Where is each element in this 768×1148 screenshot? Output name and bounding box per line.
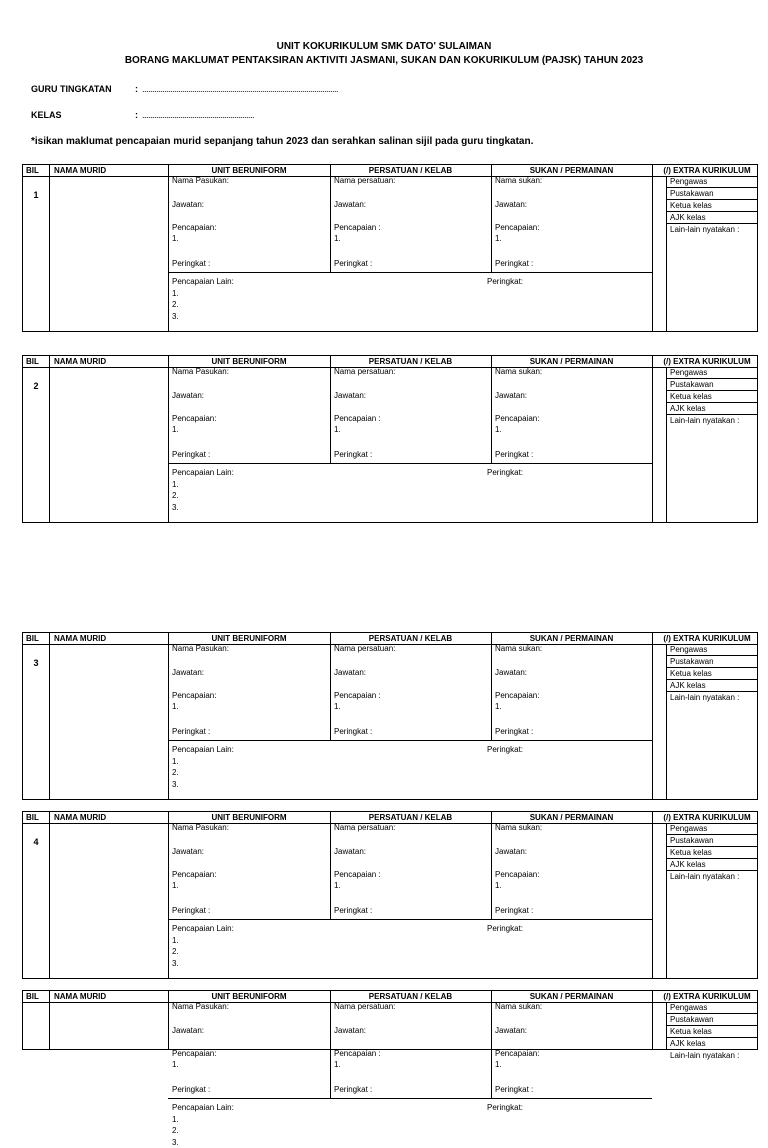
extra-item-pustakawan[interactable]: Pustakawan xyxy=(666,188,757,200)
pencapaian-unit-label: Pencapaian: xyxy=(172,1049,217,1058)
jawatan-unit-label: Jawatan: xyxy=(172,200,205,209)
header-unit-beruniform: UNIT BERUNIFORM xyxy=(211,634,287,643)
peringkat-lain-label: Peringkat: xyxy=(487,745,524,754)
header-bil: BIL xyxy=(26,634,39,643)
lain-item-3: 3. xyxy=(172,959,179,968)
peringkat-persatuan-label: Peringkat : xyxy=(334,1085,373,1094)
pencapaian-sukan-label: Pencapaian: xyxy=(495,414,540,423)
header-bil: BIL xyxy=(26,357,39,366)
peringkat-unit-label: Peringkat : xyxy=(172,450,211,459)
form-title: UNIT KOKURIKULUM SMK DATO' SULAIMAN xyxy=(276,41,492,52)
extra-item-pustakawan[interactable]: Pustakawan xyxy=(666,1014,757,1026)
extra-item-ajk-kelas[interactable]: AJK kelas xyxy=(666,1038,757,1050)
nama-pasukan-label: Nama Pasukan: xyxy=(172,367,229,376)
pencapaian-lain-label: Pencapaian Lain: xyxy=(172,277,234,286)
peringkat-sukan-label: Peringkat : xyxy=(495,259,534,268)
extra-item-ajk-kelas[interactable]: AJK kelas xyxy=(666,403,757,415)
header-sukan-permainan: SUKAN / PERMAINAN xyxy=(529,357,614,366)
peringkat-sukan-label: Peringkat : xyxy=(495,906,534,915)
header-extra-kurikulum: (/) EXTRA KURIKULUM xyxy=(663,166,751,175)
bil-number: 3 xyxy=(33,658,39,668)
header-nama-murid: NAMA MURID xyxy=(54,166,107,175)
extra-kurikulum-list xyxy=(666,1002,757,1062)
nama-pasukan-label: Nama Pasukan: xyxy=(172,823,229,832)
student-block-2 xyxy=(22,355,758,523)
header-bil: BIL xyxy=(26,813,39,822)
header-nama-murid: NAMA MURID xyxy=(54,357,107,366)
header-extra-kurikulum: (/) EXTRA KURIKULUM xyxy=(663,992,751,1001)
extra-item-pustakawan[interactable]: Pustakawan xyxy=(666,379,757,391)
header-persatuan-kelab: PERSATUAN / KELAB xyxy=(368,357,453,366)
lain-item-2: 2. xyxy=(172,491,179,500)
nama-sukan-label: Nama sukan: xyxy=(495,367,543,376)
header-bil: BIL xyxy=(26,992,39,1001)
extra-kurikulum-list xyxy=(666,367,757,427)
pencapaian-persatuan-label: Pencapaian : xyxy=(334,223,381,232)
jawatan-persatuan-label: Jawatan: xyxy=(334,1026,367,1035)
lain-item-2: 2. xyxy=(172,300,179,309)
peringkat-sukan-label: Peringkat : xyxy=(495,727,534,736)
lain-item-2: 2. xyxy=(172,1126,179,1135)
lain-item-1: 1. xyxy=(172,289,179,298)
jawatan-sukan-label: Jawatan: xyxy=(495,668,528,677)
extra-item-ajk-kelas[interactable]: AJK kelas xyxy=(666,680,757,692)
peringkat-persatuan-label: Peringkat : xyxy=(334,906,373,915)
extra-kurikulum-list xyxy=(666,176,757,236)
header-unit-beruniform: UNIT BERUNIFORM xyxy=(211,992,287,1001)
extra-item-ketua-kelas[interactable]: Ketua kelas xyxy=(666,200,757,212)
jawatan-sukan-label: Jawatan: xyxy=(495,391,528,400)
jawatan-unit-label: Jawatan: xyxy=(172,1026,205,1035)
bil-number: 1 xyxy=(33,190,39,200)
extra-item-ketua-kelas[interactable]: Ketua kelas xyxy=(666,1026,757,1038)
peringkat-lain-label: Peringkat: xyxy=(487,277,524,286)
pencapaian-lain-label: Pencapaian Lain: xyxy=(172,468,234,477)
nama-pasukan-label: Nama Pasukan: xyxy=(172,176,229,185)
jawatan-sukan-label: Jawatan: xyxy=(495,200,528,209)
pencapaian-sukan-item: 1. xyxy=(495,702,502,711)
peringkat-unit-label: Peringkat : xyxy=(172,1085,211,1094)
header-bil: BIL xyxy=(26,166,39,175)
jawatan-unit-label: Jawatan: xyxy=(172,847,205,856)
jawatan-persatuan-label: Jawatan: xyxy=(334,668,367,677)
pencapaian-persatuan-label: Pencapaian : xyxy=(334,870,381,879)
lain-item-2: 2. xyxy=(172,768,179,777)
jawatan-sukan-label: Jawatan: xyxy=(495,1026,528,1035)
jawatan-unit-label: Jawatan: xyxy=(172,391,205,400)
pencapaian-unit-label: Pencapaian: xyxy=(172,223,217,232)
peringkat-persatuan-label: Peringkat : xyxy=(334,259,373,268)
header-unit-beruniform: UNIT BERUNIFORM xyxy=(211,357,287,366)
student-block-1 xyxy=(22,164,758,332)
lain-item-2: 2. xyxy=(172,947,179,956)
pencapaian-persatuan-item: 1. xyxy=(334,425,341,434)
header-persatuan-kelab: PERSATUAN / KELAB xyxy=(368,166,453,175)
extra-item-pengawas[interactable]: Pengawas xyxy=(666,823,757,835)
peringkat-unit-label: Peringkat : xyxy=(172,906,211,915)
pencapaian-lain-label: Pencapaian Lain: xyxy=(172,924,234,933)
student-block-5 xyxy=(22,990,758,1147)
header-persatuan-kelab: PERSATUAN / KELAB xyxy=(368,992,453,1001)
pencapaian-persatuan-label: Pencapaian : xyxy=(334,414,381,423)
instruction-note: *isikan maklumat pencapaian murid sepanjang tahun 2023 dan serahkan salinan sijil pada guru tingkatan. xyxy=(31,136,534,147)
peringkat-unit-label: Peringkat : xyxy=(172,727,211,736)
header-nama-murid: NAMA MURID xyxy=(54,992,107,1001)
header-extra-kurikulum: (/) EXTRA KURIKULUM xyxy=(663,357,751,366)
peringkat-persatuan-label: Peringkat : xyxy=(334,727,373,736)
header-unit-beruniform: UNIT BERUNIFORM xyxy=(211,166,287,175)
lain-item-3: 3. xyxy=(172,312,179,321)
pencapaian-unit-label: Pencapaian: xyxy=(172,870,217,879)
jawatan-sukan-label: Jawatan: xyxy=(495,847,528,856)
lain-item-1: 1. xyxy=(172,757,179,766)
guru-tingkatan-field[interactable]: .................................................................................................. xyxy=(142,84,339,94)
extra-item-pengawas[interactable]: Pengawas xyxy=(666,644,757,656)
header-sukan-permainan: SUKAN / PERMAINAN xyxy=(529,992,614,1001)
extra-item-ajk-kelas[interactable]: AJK kelas xyxy=(666,212,757,224)
extra-item-ketua-kelas[interactable]: Ketua kelas xyxy=(666,847,757,859)
peringkat-sukan-label: Peringkat : xyxy=(495,450,534,459)
pencapaian-sukan-item: 1. xyxy=(495,234,502,243)
student-block-3 xyxy=(22,632,758,800)
extra-item-lain-lain[interactable]: Lain-lain nyatakan : xyxy=(670,693,740,702)
pencapaian-sukan-label: Pencapaian: xyxy=(495,870,540,879)
guru-tingkatan-label: GURU TINGKATAN xyxy=(31,84,112,94)
pencapaian-sukan-label: Pencapaian: xyxy=(495,691,540,700)
extra-item-pengawas[interactable]: Pengawas xyxy=(666,367,757,379)
pencapaian-sukan-label: Pencapaian: xyxy=(495,1049,540,1058)
extra-item-ajk-kelas[interactable]: AJK kelas xyxy=(666,859,757,871)
jawatan-persatuan-label: Jawatan: xyxy=(334,847,367,856)
pencapaian-persatuan-item: 1. xyxy=(334,234,341,243)
extra-item-lain-lain[interactable]: Lain-lain nyatakan : xyxy=(670,1051,740,1060)
pencapaian-unit-item: 1. xyxy=(172,702,179,711)
extra-item-ketua-kelas[interactable]: Ketua kelas xyxy=(666,668,757,680)
extra-item-lain-lain[interactable]: Lain-lain nyatakan : xyxy=(670,872,740,881)
lain-item-3: 3. xyxy=(172,1138,179,1147)
header-unit-beruniform: UNIT BERUNIFORM xyxy=(211,813,287,822)
pencapaian-sukan-item: 1. xyxy=(495,881,502,890)
extra-item-ketua-kelas[interactable]: Ketua kelas xyxy=(666,391,757,403)
pencapaian-unit-item: 1. xyxy=(172,425,179,434)
lain-item-3: 3. xyxy=(172,503,179,512)
jawatan-persatuan-label: Jawatan: xyxy=(334,200,367,209)
nama-sukan-label: Nama sukan: xyxy=(495,176,543,185)
nama-persatuan-label: Nama persatuan: xyxy=(334,823,396,832)
extra-kurikulum-list xyxy=(666,644,757,704)
header-sukan-permainan: SUKAN / PERMAINAN xyxy=(529,634,614,643)
extra-item-pengawas[interactable]: Pengawas xyxy=(666,1002,757,1014)
lain-item-1: 1. xyxy=(172,1115,179,1124)
pencapaian-unit-item: 1. xyxy=(172,1060,179,1069)
nama-sukan-label: Nama sukan: xyxy=(495,823,543,832)
nama-persatuan-label: Nama persatuan: xyxy=(334,1002,396,1011)
pencapaian-unit-item: 1. xyxy=(172,234,179,243)
bil-number: 2 xyxy=(33,381,39,391)
header-extra-kurikulum: (/) EXTRA KURIKULUM xyxy=(663,813,751,822)
extra-item-lain-lain[interactable]: Lain-lain nyatakan : xyxy=(670,225,740,234)
peringkat-lain-label: Peringkat: xyxy=(487,924,524,933)
jawatan-unit-label: Jawatan: xyxy=(172,668,205,677)
header-nama-murid: NAMA MURID xyxy=(54,813,107,822)
pencapaian-sukan-item: 1. xyxy=(495,1060,502,1069)
nama-persatuan-label: Nama persatuan: xyxy=(334,176,396,185)
extra-item-pustakawan[interactable]: Pustakawan xyxy=(666,835,757,847)
lain-item-1: 1. xyxy=(172,480,179,489)
kelas-label: KELAS xyxy=(31,110,62,120)
header-extra-kurikulum: (/) EXTRA KURIKULUM xyxy=(663,634,751,643)
pencapaian-persatuan-item: 1. xyxy=(334,1060,341,1069)
form-subtitle: BORANG MAKLUMAT PENTAKSIRAN AKTIVITI JASMANI, SUKAN DAN KOKURIKULUM (PAJSK) TAHUN 2023 xyxy=(124,55,644,66)
header-nama-murid: NAMA MURID xyxy=(54,634,107,643)
peringkat-sukan-label: Peringkat : xyxy=(495,1085,534,1094)
peringkat-unit-label: Peringkat : xyxy=(172,259,211,268)
jawatan-persatuan-label: Jawatan: xyxy=(334,391,367,400)
extra-kurikulum-list xyxy=(666,823,757,883)
pencapaian-unit-item: 1. xyxy=(172,881,179,890)
pencapaian-sukan-item: 1. xyxy=(495,425,502,434)
pencapaian-persatuan-item: 1. xyxy=(334,881,341,890)
nama-persatuan-label: Nama persatuan: xyxy=(334,367,396,376)
nama-sukan-label: Nama sukan: xyxy=(495,644,543,653)
pencapaian-lain-label: Pencapaian Lain: xyxy=(172,745,234,754)
extra-item-lain-lain[interactable]: Lain-lain nyatakan : xyxy=(670,416,740,425)
guru-tingkatan-colon: : xyxy=(135,84,138,94)
lain-item-1: 1. xyxy=(172,936,179,945)
nama-pasukan-label: Nama Pasukan: xyxy=(172,1002,229,1011)
nama-persatuan-label: Nama persatuan: xyxy=(334,644,396,653)
nama-pasukan-label: Nama Pasukan: xyxy=(172,644,229,653)
kelas-colon: : xyxy=(135,110,138,120)
pencapaian-persatuan-item: 1. xyxy=(334,702,341,711)
peringkat-persatuan-label: Peringkat : xyxy=(334,450,373,459)
student-block-4 xyxy=(22,811,758,979)
peringkat-lain-label: Peringkat: xyxy=(487,468,524,477)
kelas-field[interactable]: ........................................................ xyxy=(142,110,255,120)
pencapaian-unit-label: Pencapaian: xyxy=(172,691,217,700)
nama-sukan-label: Nama sukan: xyxy=(495,1002,543,1011)
peringkat-lain-label: Peringkat: xyxy=(487,1103,524,1112)
pencapaian-persatuan-label: Pencapaian : xyxy=(334,1049,381,1058)
header-sukan-permainan: SUKAN / PERMAINAN xyxy=(529,813,614,822)
pencapaian-lain-label: Pencapaian Lain: xyxy=(172,1103,234,1112)
header-sukan-permainan: SUKAN / PERMAINAN xyxy=(529,166,614,175)
pencapaian-unit-label: Pencapaian: xyxy=(172,414,217,423)
lain-item-3: 3. xyxy=(172,780,179,789)
pencapaian-sukan-label: Pencapaian: xyxy=(495,223,540,232)
pencapaian-persatuan-label: Pencapaian : xyxy=(334,691,381,700)
extra-item-pustakawan[interactable]: Pustakawan xyxy=(666,656,757,668)
bil-number: 4 xyxy=(33,837,39,847)
extra-item-pengawas[interactable]: Pengawas xyxy=(666,176,757,188)
header-persatuan-kelab: PERSATUAN / KELAB xyxy=(368,634,453,643)
header-persatuan-kelab: PERSATUAN / KELAB xyxy=(368,813,453,822)
